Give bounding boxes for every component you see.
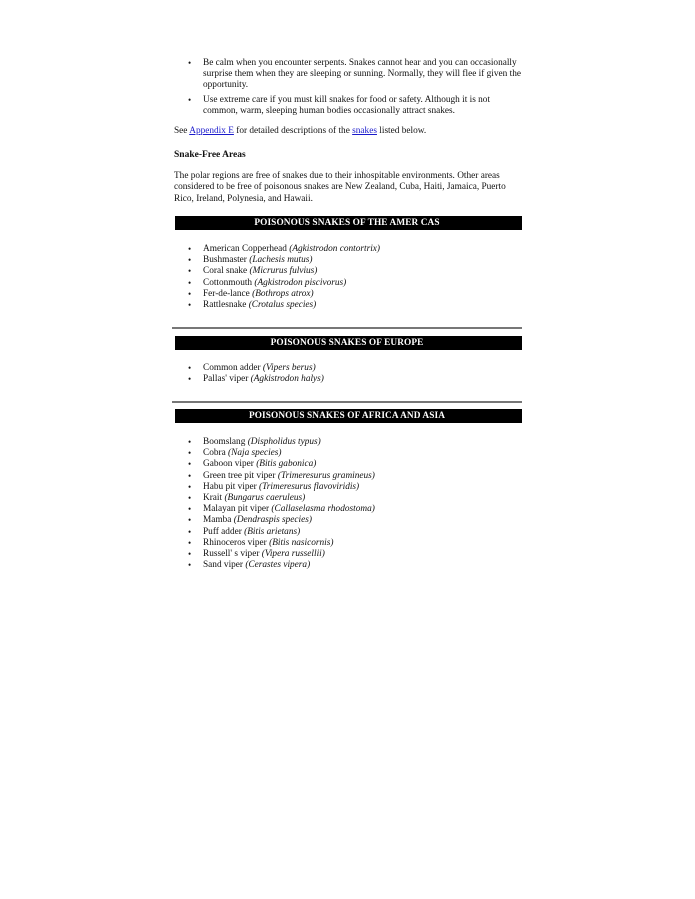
snake-list-item: • Cobra (Naja species) <box>203 448 523 459</box>
snake-list-item: • Pallas' viper (Agkistrodon halys) <box>203 374 523 385</box>
snake-list-item: • Mamba (Dendraspis species) <box>203 515 523 526</box>
snake-list-item: • Gaboon viper (Bitis gabonica) <box>203 459 523 470</box>
snake-list-item: • Fer-de-lance (Bothrops atrox) <box>203 289 523 300</box>
snake-list-item: • Cottonmouth (Agkistrodon piscivorus) <box>203 278 523 289</box>
snakes-link[interactable]: snakes <box>352 126 377 136</box>
section-title: POISONOUS SNAKES OF EUROPE <box>270 338 424 348</box>
snake-list-item: • Rattlesnake (Crotalus species) <box>203 300 523 311</box>
europe-snake-list <box>203 363 523 385</box>
section-divider <box>172 401 522 403</box>
snake-free-heading: Snake-Free Areas <box>174 150 246 160</box>
snake-list-item: • Malayan pit viper (Callaselasma rhodostoma) <box>203 504 523 515</box>
snake-list-item: • Coral snake (Micrurus fulvius) <box>203 266 523 277</box>
intro-bullet-item: • Use extreme care if you must kill snakes for food or safety. Although it is not common, warm, sleeping human bodies occasionally attract snakes. <box>203 95 525 117</box>
snake-list-item: • Puff adder (Bitis arietans) <box>203 527 523 538</box>
section-header-europe <box>172 336 522 350</box>
intro-bullet-item: • Be calm when you encounter serpents. Snakes cannot hear and you can occasionally surprise them when they are sleeping or sunning. Normally, they will flee if given the opportunity. <box>203 58 525 92</box>
snake-list-item: • Common adder (Vipers berus) <box>203 363 523 374</box>
africa-asia-snake-list <box>203 437 523 571</box>
see-middle: for detailed descriptions of the <box>233 126 353 136</box>
snake-list-item: • Green tree pit viper (Trimeresurus gramineus) <box>203 471 523 482</box>
snake-list-item: • Russell' s viper (Vipera russellii) <box>203 549 523 560</box>
snake-list-item: • Boomslang (Dispholidus typus) <box>203 437 523 448</box>
appendix-e-link[interactable]: Appendix E <box>189 126 234 136</box>
snake-list-item: • Krait (Bungarus caeruleus) <box>203 493 523 504</box>
snake-list-item: • Rhinoceros viper (Bitis nasicornis) <box>203 538 523 549</box>
section-header-africa-asia <box>172 409 522 423</box>
intro-bullet-list <box>203 58 525 120</box>
section-divider <box>172 327 522 329</box>
section-title: POISONOUS SNAKES OF THE AMER CAS <box>254 218 440 228</box>
see-appendix-line <box>174 126 526 137</box>
snake-list-item: • Habu pit viper (Trimeresurus flavoviridis) <box>203 482 523 493</box>
section-header-americas <box>172 216 522 230</box>
snake-list-item: • Bushmaster (Lachesis mutus) <box>203 255 523 266</box>
snake-list-item: • Sand viper (Cerastes vipera) <box>203 560 523 571</box>
snake-free-text: The polar regions are free of snakes due to their inhospitable environments. Other areas considered to be free of poisonous snakes are New Zealand, Cuba, Haiti, Jamaica, Puerto Rico, Ireland, Polynesia, and Hawaii. <box>174 171 506 204</box>
americas-snake-list <box>203 244 523 311</box>
section-title: POISONOUS SNAKES OF AFRICA AND ASIA <box>248 411 446 421</box>
see-suffix: listed below. <box>376 126 427 136</box>
see-prefix: See <box>174 126 190 136</box>
snake-list-item: • American Copperhead (Agkistrodon contortrix) <box>203 244 523 255</box>
